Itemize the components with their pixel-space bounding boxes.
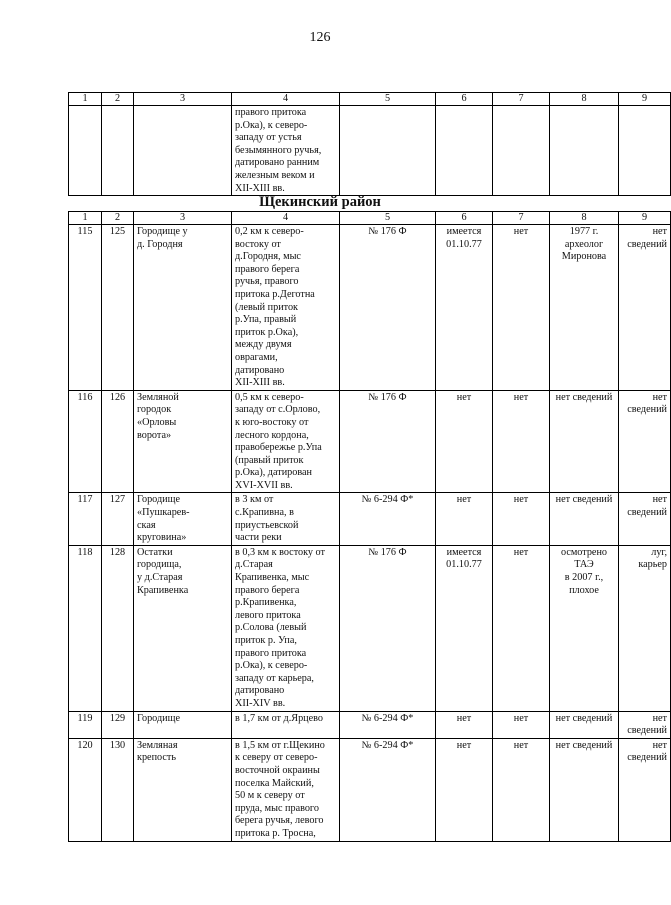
- cell-text: имеется: [446, 226, 482, 237]
- continuation-table: [68, 92, 671, 196]
- cell-name: [134, 390, 232, 493]
- cell-location: [232, 738, 340, 841]
- cell-text: нет: [652, 391, 667, 403]
- cell-protection-zone: [493, 711, 550, 738]
- page-number: 126: [309, 30, 331, 45]
- cell-text: 50 м к северу от: [235, 790, 305, 802]
- cell-passport: [436, 493, 493, 545]
- cell-text: Земляная: [137, 739, 178, 751]
- cell-text: нет: [513, 739, 529, 751]
- cell-text: р.Солова (левый: [235, 622, 307, 634]
- cell-passport: [436, 390, 493, 493]
- monuments-table: [68, 211, 671, 842]
- cell-text: нет: [456, 739, 472, 751]
- cell-text: нет: [652, 494, 667, 506]
- cell-survey: [550, 738, 619, 841]
- cell-text: в 1,7 км от д.Ярцево: [235, 712, 323, 724]
- cell-text: ская: [137, 519, 156, 531]
- cell-text: луг,: [651, 546, 667, 558]
- cell-location: [232, 225, 340, 391]
- cell-text: левого притока: [235, 609, 301, 621]
- cell-name: [134, 711, 232, 738]
- cell-document: [340, 711, 436, 738]
- cell-text: ТАЭ: [574, 559, 594, 571]
- cell-text: № 176 Ф: [368, 391, 407, 403]
- cell-text: правобережье р.Упа: [235, 442, 322, 454]
- cell-text: ворота»: [137, 429, 172, 441]
- cell-text: Городище: [137, 494, 180, 506]
- cell-text: городища,: [137, 559, 182, 571]
- cell-text: датировано: [235, 364, 285, 376]
- cell-text: западу от устья: [235, 132, 302, 144]
- cell-registry-number: [102, 106, 134, 196]
- cell-text: нет: [652, 712, 667, 724]
- cell-text: в 2007 г.,: [564, 572, 604, 584]
- cell-document: [340, 545, 436, 711]
- cell-protection-zone: [493, 106, 550, 196]
- table-row: [69, 738, 671, 841]
- cell-text: западу от с.Орлово,: [235, 404, 321, 416]
- cell-text: нет: [513, 546, 529, 558]
- cell-location: [232, 545, 340, 711]
- cell-protection-zone: [493, 545, 550, 711]
- cell-text: в 0,3 км к востоку от: [235, 546, 325, 558]
- cell-name: [134, 225, 232, 391]
- cell-text: XII-XIII вв.: [235, 182, 285, 194]
- cell-text: 0,5 км к северо-: [235, 391, 304, 403]
- cell-registry-number: [102, 711, 134, 738]
- column-header: 9: [619, 93, 671, 106]
- cell-condition: [619, 711, 671, 738]
- cell-text: № 6-294 Ф*: [361, 494, 414, 506]
- cell-text: № 176 Ф: [368, 546, 407, 558]
- cell-text: восточной окраины: [235, 764, 320, 776]
- cell-text: востоку от: [235, 238, 281, 250]
- cell-text: 119: [77, 712, 93, 724]
- cell-location: [232, 711, 340, 738]
- cell-text: сведений: [627, 752, 667, 764]
- cell-text: поселка Майский,: [235, 777, 314, 789]
- column-header: 8: [550, 93, 619, 106]
- cell-text: круговина»: [137, 532, 187, 544]
- column-header: 2: [102, 212, 134, 225]
- cell-text: Городище: [137, 712, 180, 724]
- cell-text: р.Упа, правый: [235, 314, 297, 326]
- table-row: [69, 711, 671, 738]
- cell-text: 127: [109, 494, 126, 506]
- cell-text: железным веком и: [235, 169, 315, 181]
- cell-text: (правый приток: [235, 454, 304, 466]
- cell-name: [134, 106, 232, 196]
- cell-text: 1977 г.: [569, 226, 599, 237]
- cell-text: приток р.Ока),: [235, 326, 299, 338]
- cell-condition: [619, 545, 671, 711]
- cell-text: 120: [77, 739, 93, 751]
- cell-survey: [550, 545, 619, 711]
- cell-passport: [436, 225, 493, 391]
- cell-text: XII-XIII вв.: [235, 377, 285, 389]
- cell-text: 126: [109, 391, 126, 403]
- cell-text: нет: [652, 739, 667, 751]
- cell-text: нет: [513, 391, 529, 403]
- cell-name: [134, 545, 232, 711]
- cell-text: д. Городня: [137, 238, 183, 250]
- cell-text: 01.10.77: [446, 559, 482, 571]
- cell-document: [340, 390, 436, 493]
- column-header: 7: [493, 93, 550, 106]
- cell-text: 118: [77, 546, 93, 558]
- cell-number: [69, 225, 102, 391]
- cell-text: правого берега: [235, 263, 300, 275]
- cell-location: [232, 493, 340, 545]
- cell-text: западу от карьера,: [235, 672, 314, 684]
- cell-text: Земляной: [137, 391, 179, 403]
- cell-text: (левый приток: [235, 301, 299, 313]
- table-row: [69, 545, 671, 711]
- cell-text: XII-XIV вв.: [235, 697, 286, 709]
- cell-text: сведений: [627, 725, 667, 737]
- cell-passport: [436, 711, 493, 738]
- cell-text: «Пушкарев-: [137, 507, 190, 519]
- cell-text: плохое: [569, 584, 599, 596]
- cell-text: между двумя: [235, 339, 292, 351]
- cell-text: берега ручья, левого: [235, 815, 324, 827]
- cell-condition: [619, 106, 671, 196]
- cell-text: 129: [109, 712, 126, 724]
- column-header: 7: [493, 212, 550, 225]
- cell-text: части реки: [235, 532, 282, 544]
- cell-text: сведений: [627, 507, 667, 519]
- cell-text: 116: [77, 391, 93, 403]
- cell-text: осмотрено: [560, 546, 607, 558]
- cell-text: правого притока: [235, 647, 307, 659]
- cell-passport: [436, 106, 493, 196]
- cell-survey: [550, 711, 619, 738]
- cell-text: Миронова: [561, 251, 607, 263]
- cell-number: [69, 711, 102, 738]
- cell-text: нет: [513, 494, 529, 506]
- cell-registry-number: [102, 738, 134, 841]
- cell-text: нет сведений: [555, 712, 613, 724]
- cell-text: нет: [456, 391, 472, 403]
- cell-text: притока р.Деготна: [235, 288, 315, 300]
- column-header: 2: [102, 93, 134, 106]
- column-header: 6: [436, 212, 493, 225]
- cell-text: имеется: [446, 546, 482, 558]
- cell-text: карьер: [638, 559, 667, 571]
- cell-text: р.Ока), к северо-: [235, 119, 308, 131]
- cell-text: Крапивенка, мыс: [235, 572, 310, 584]
- cell-number: [69, 106, 102, 196]
- column-header: 9: [619, 212, 671, 225]
- cell-passport: [436, 738, 493, 841]
- cell-text: безымянного ручья,: [235, 144, 322, 156]
- cell-survey: [550, 390, 619, 493]
- cell-text: лесного кордона,: [235, 429, 309, 441]
- cell-text: 128: [109, 546, 126, 558]
- cell-text: Остатки: [137, 546, 173, 558]
- column-header: 1: [69, 212, 102, 225]
- column-header: 8: [550, 212, 619, 225]
- cell-text: правого притока: [235, 107, 307, 118]
- cell-text: Крапивенка: [137, 584, 189, 596]
- cell-protection-zone: [493, 738, 550, 841]
- cell-text: археолог: [564, 238, 604, 250]
- cell-text: 125: [109, 226, 126, 237]
- column-header-row: [69, 212, 671, 225]
- cell-document: [340, 225, 436, 391]
- region-title: Щекинский район: [259, 194, 381, 210]
- cell-text: датировано: [235, 685, 285, 697]
- cell-text: 117: [77, 494, 93, 506]
- column-header: 6: [436, 93, 493, 106]
- column-header: 1: [69, 93, 102, 106]
- table-row: [69, 225, 671, 391]
- cell-text: нет сведений: [555, 391, 613, 403]
- cell-text: крепость: [137, 752, 176, 764]
- cell-text: сведений: [627, 404, 667, 416]
- cell-text: правого берега: [235, 584, 300, 596]
- cell-text: 115: [77, 226, 93, 237]
- cell-text: д.Городня, мыс: [235, 251, 301, 263]
- cell-text: сведений: [627, 238, 667, 250]
- cell-text: № 6-294 Ф*: [361, 739, 414, 751]
- cell-text: 130: [109, 739, 126, 751]
- cell-text: городок: [137, 404, 172, 416]
- cell-name: [134, 738, 232, 841]
- cell-text: к юго-востоку от: [235, 416, 309, 428]
- cell-protection-zone: [493, 493, 550, 545]
- cell-document: [340, 738, 436, 841]
- cell-text: нет сведений: [555, 739, 613, 751]
- cell-text: XVI-XVII вв.: [235, 479, 293, 491]
- cell-text: р.Ока), к северо-: [235, 660, 308, 672]
- cell-text: 0,2 км к северо-: [235, 226, 304, 237]
- cell-condition: [619, 390, 671, 493]
- cell-survey: [550, 493, 619, 545]
- cell-registry-number: [102, 225, 134, 391]
- column-header-row: [69, 93, 671, 106]
- cell-registry-number: [102, 545, 134, 711]
- column-header: 4: [232, 93, 340, 106]
- cell-text: р.Крапивенка,: [235, 597, 297, 609]
- column-header: 5: [340, 212, 436, 225]
- cell-text: ручья, правого: [235, 276, 299, 288]
- cell-protection-zone: [493, 225, 550, 391]
- cell-text: пруда, мыс правого: [235, 802, 319, 814]
- cell-text: оврагами,: [235, 351, 278, 363]
- column-header: 3: [134, 93, 232, 106]
- cell-registry-number: [102, 493, 134, 545]
- cell-name: [134, 493, 232, 545]
- cell-location: [232, 390, 340, 493]
- cell-survey: [550, 106, 619, 196]
- cell-text: «Орловы: [137, 416, 177, 428]
- cell-protection-zone: [493, 390, 550, 493]
- cell-number: [69, 738, 102, 841]
- column-header: 5: [340, 93, 436, 106]
- cell-text: нет: [456, 494, 472, 506]
- cell-text: в 1,5 км от г.Щекино: [235, 739, 325, 751]
- cell-number: [69, 390, 102, 493]
- cell-text: у д.Старая: [137, 572, 183, 584]
- cell-text: нет сведений: [555, 494, 613, 506]
- cell-condition: [619, 738, 671, 841]
- cell-text: 01.10.77: [446, 238, 482, 250]
- cell-text: р.Ока), датирован: [235, 467, 312, 479]
- cell-text: к северу от северо-: [235, 752, 318, 764]
- cell-document: [340, 493, 436, 545]
- cell-text: нет: [513, 712, 529, 724]
- cell-text: приток р. Упа,: [235, 635, 297, 646]
- cell-document: [340, 106, 436, 196]
- cell-text: нет: [652, 226, 667, 237]
- cell-number: [69, 493, 102, 545]
- cell-text: нет: [456, 712, 472, 724]
- cell-text: № 6-294 Ф*: [361, 712, 414, 724]
- column-header: 4: [232, 212, 340, 225]
- cell-condition: [619, 225, 671, 391]
- cell-text: д.Старая: [235, 559, 273, 571]
- cell-number: [69, 545, 102, 711]
- cell-text: нет: [513, 226, 529, 237]
- cell-survey: [550, 225, 619, 391]
- cell-location: [232, 106, 340, 196]
- table-row: [69, 493, 671, 545]
- cell-condition: [619, 493, 671, 545]
- cell-registry-number: [102, 390, 134, 493]
- cell-text: датировано ранним: [235, 157, 320, 169]
- table-row: [69, 106, 671, 196]
- table-row: [69, 390, 671, 493]
- cell-text: № 176 Ф: [368, 226, 407, 237]
- cell-passport: [436, 545, 493, 711]
- cell-text: приустьевской: [235, 519, 299, 531]
- cell-text: в 3 км от: [235, 494, 274, 506]
- cell-text: притока р. Тросна,: [235, 827, 316, 839]
- cell-text: с.Крапивна, в: [235, 507, 294, 519]
- cell-text: Городище у: [137, 226, 188, 237]
- column-header: 3: [134, 212, 232, 225]
